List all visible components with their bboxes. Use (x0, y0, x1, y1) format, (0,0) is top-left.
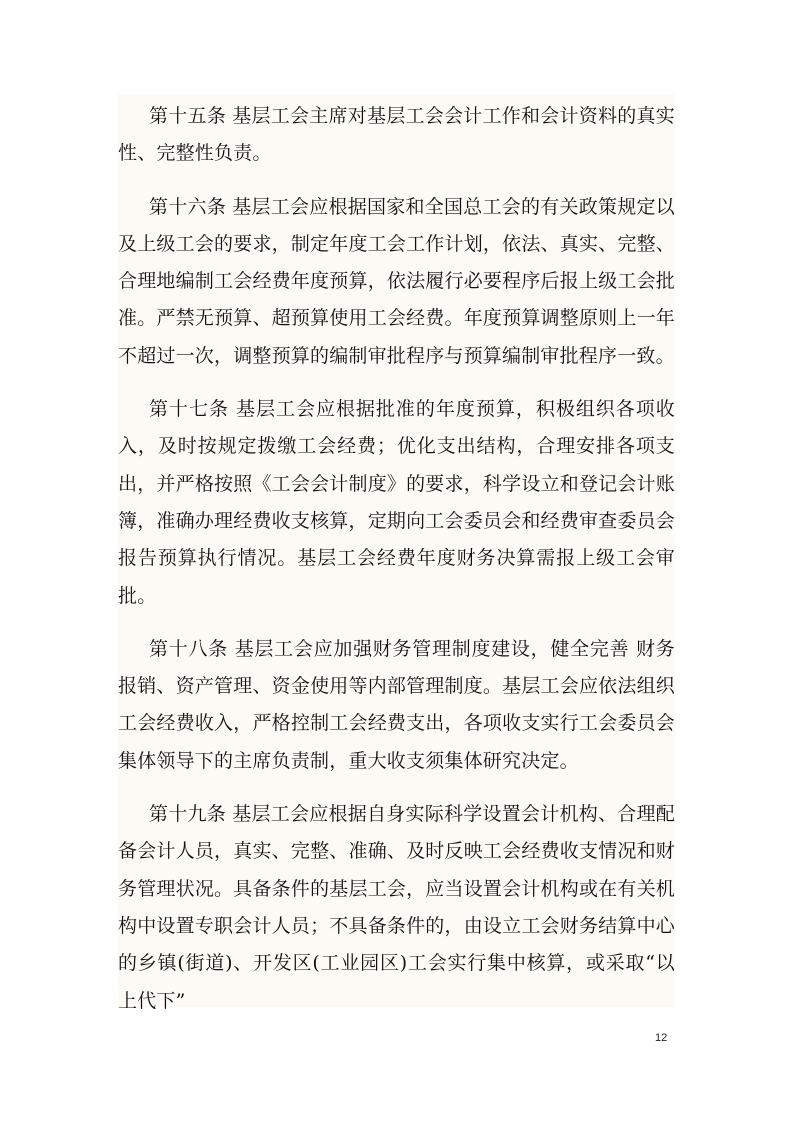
article-15: 第十五条 基层工会主席对基层工会会计工作和会计资料的真实性、完整性负责。 (118, 105, 675, 165)
article-16: 第十六条 基层工会应根据国家和全国总工会的有关政策规定以及上级工会的要求，制定年度工会工作计划，依法、真实、完整、合理地编制工会经费年度预算，依法履行必要程序后报上级工会批准。严禁无预算、超预算使用工会经费。年度预算调整原则上一年不超过一次，调整预算的编制审批程序与预算编制审批程序一致。 (118, 195, 675, 367)
document-body (118, 94, 675, 1012)
page-number: 12 (655, 1032, 668, 1044)
article-18: 第十八条 基层工会应加强财务管理制度建设，健全完善 财务报销、资产管理、资金使用等内部管理制度。基层工会应依法组织工会经费收入，严格控制工会经费支出，各项收支实行工会委员会集体领导下的主席负责制，重大收支须集体研究决定。 (118, 637, 675, 772)
article-19: 第十九条 基层工会应根据自身实际科学设置会计机构、合理配备会计人员，真实、完整、准确、及时反映工会经费收支情况和财务管理状况。具备条件的基层工会，应当设置会计机构或在有关机构中设置专职会计人员；不具备条件的，由设立工会财务结算中心的乡镇(街道)、开发区(工业园区)工会实行集中核算，或采取“以上代下” (118, 803, 675, 1012)
article-17: 第十七条 基层工会应根据批准的年度预算，积极组织各项收入，及时按规定拨缴工会经费；优化支出结构，合理安排各项支出，并严格按照《工会会计制度》的要求，科学设立和登记会计账簿，准确办理经费收支核算，定期向工会委员会和经费审查委员会报告预算执行情况。基层工会经费年度财务决算需报上级工会审批。 (118, 398, 675, 607)
